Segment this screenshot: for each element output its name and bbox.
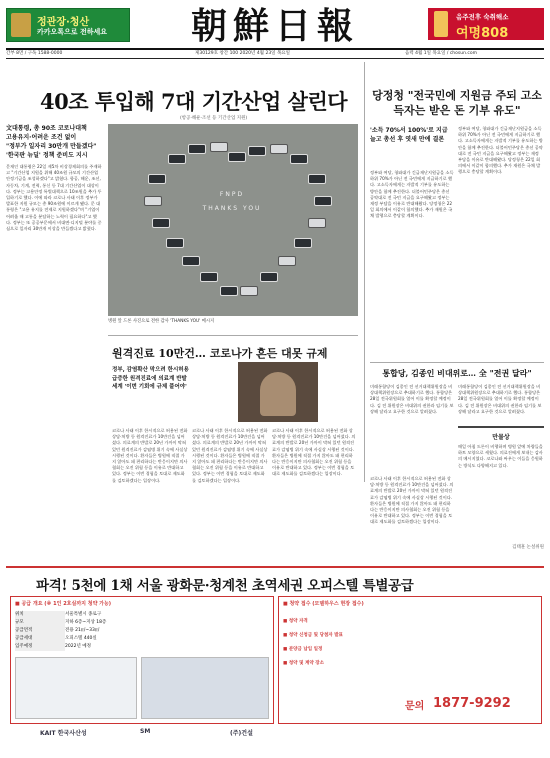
mid-sub2: 급증한 원격진료에 의료계 반발 xyxy=(112,375,187,382)
ad-phone-label: 문의 xyxy=(405,701,425,712)
photo-caption: 병원 앞 드론 사진으로 전한 감사 'THANKS YOU' 메시지 xyxy=(108,319,215,324)
ad-map-image xyxy=(15,657,137,719)
main-headline[interactable]: 40조 투입해 7대 기간산업 살린다 xyxy=(40,89,348,114)
mid-body-1: 코로나 사태 이후 한시적으로 허용된 전화 상담·처방 등 원격진료가 10만건을 넘어섰다. 의료계의 반발로 20년 가까이 막혀 있던 원격진료가 감염병 위기 속에 사실상 시행된 것이다. 환자들은 병원에 직접 가지 않아도 돼 편리하다는 반응이지만 의사협회는 오진 위험 등을 이유로 반대하고 있다. 정부는 이번 경험을 토대로 제도화를 검토하겠다는 입장이다. xyxy=(112,428,188,483)
main-sub4: '한국판 뉴딜' 정책 준비도 지시 xyxy=(6,152,88,159)
main-photo xyxy=(108,124,358,316)
column-body: 매일 아침 드론이 비행하며 병원 앞에 차량들을 하트 모양으로 세웠다. 의료진에게 보내는 감사의 메시지였다. 코로나와 싸우는 이들을 응원하는 방식도 다양해지고 있다. xyxy=(458,444,543,468)
ad-phone-box[interactable] xyxy=(399,693,535,717)
sponsor-1: KAIT 한국사산성 xyxy=(40,730,87,737)
mid-headline[interactable]: 원격진료 10만건… 코로나가 흔든 대못 규제 xyxy=(112,347,328,360)
main-subheads xyxy=(6,124,102,160)
masthead-info-center: 제30129호 창간 100 2020년 4월 23일 목요일 xyxy=(195,51,290,56)
ad-row-label: 규모 xyxy=(15,619,65,627)
table-row xyxy=(15,611,265,619)
product-image-icon xyxy=(11,13,31,37)
mid-body-2: 코로나 사태 이후 한시적으로 허용된 전화 상담·처방 등 원격진료가 10만건을 넘어섰다. 의료계의 반발로 20년 가까이 막혀 있던 원격진료가 감염병 위기 속에 사실상 시행된 것이다. 환자들은 병원에 직접 가지 않아도 돼 편리하다는 반응이지만 의사협회는 오진 위험 등을 이유로 반대하고 있다. 정부는 이번 경험을 토대로 제도화를 검토하겠다는 입장이다. xyxy=(192,428,268,483)
photo-sign: FNPD THANKS YOU xyxy=(202,191,262,212)
ad-phone-number: 1877-9292 xyxy=(433,696,511,711)
main-sub2: 고용유지·어려운 조건 없이 xyxy=(6,134,77,141)
ad-row-value: 전용 21㎡~33㎡ xyxy=(65,628,100,633)
ad-right-line: ■ 청약 신청금 및 당첨자 발표 xyxy=(283,633,343,638)
ad-row-value: 서울특별시 종로구 xyxy=(65,612,102,617)
mid-body-4: 코로나 사태 이후 한시적으로 허용된 전화 상담·처방 등 원격진료가 10만건을 넘어섰다. 의료계의 반발로 20년 가까이 막혀 있던 원격진료가 감염병 위기 속에 사실상 시행된 것이다. 환자들은 병원에 직접 가지 않아도 돼 편리하다는 반응이지만 의사협회는 오진 위험 등을 이유로 반대하고 있다. 정부는 이번 경험을 토대로 제도화를 검토하겠다는 입장이다. xyxy=(370,476,454,525)
column-title: 만물상 xyxy=(492,434,510,441)
mid-body-3: 코로나 사태 이후 한시적으로 허용된 전화 상담·처방 등 원격진료가 10만건을 넘어섰다. 의료계의 반발로 20년 가까이 막혀 있던 원격진료가 감염병 위기 속에 사실상 시행된 것이다. 환자들은 병원에 직접 가지 않아도 돼 편리하다는 반응이지만 의사협회는 오진 위험 등을 이유로 반대하고 있다. 정부는 이번 경험을 토대로 제도화를 검토하겠다는 입장이다. xyxy=(272,428,356,477)
person-figure-icon xyxy=(260,372,296,416)
right-headline[interactable]: 당정청 "전국민에 지원금 주되 고소득자는 받은 돈 기부 유도" xyxy=(372,89,542,117)
mid-sub1: 정부, 감염확산 막으려 한시허용 xyxy=(112,367,189,373)
main-body: 문재인 대통령은 22일 제5차 비상경제회의를 주재하고 "기간산업 지원을 위해 40조원 규모의 기간산업안정기금을 조성하겠다"고 밝혔다. 항공, 해운, 조선, 자동차, 기계, 전력, 통신 등 7대 기간산업이 대상이다. 정부는 고용안정 특별대책으로 10조원을 추가 투입하기로 했다. 이에 따라 코로나 사태 이후 정부가 발표한 지원 규모는 총 90조원에 이르게 됐다. 문 대통령은 "고용 유지를 전제로 지원하겠다"며 "기업이 어려울 때 고통을 분담하는 노력이 필요하다"고 했다. 정부는 또 공공부문에서 비대면·디지털 분야를 중심으로 일자리 30만개 이상을 만들겠다고 밝혔다. xyxy=(6,164,102,232)
right-body2: 미래통합당이 김종인 전 선거대책위원장을 비상대책위원장으로 추대하기로 했다. 통합당은 28일 전국위원회를 열어 이를 확정할 예정이다. 김 전 위원장은 비대위의 권한과 임기를 보장해 달라고 요구한 것으로 알려졌다. xyxy=(370,384,454,414)
masthead-info-left: 간부 8면 / 구독 1588-0000 xyxy=(6,51,63,56)
main-sub1: 文대통령, 총 90조 코로나대책 xyxy=(6,125,87,132)
ad-left-title: ■ 공급 개요 (※ 1인 2호실까지 청약 가능) xyxy=(15,601,112,607)
ad-right-title: ■ 청약 접수 (모델하우스 현장 접수) xyxy=(283,601,364,607)
ad-left-table xyxy=(10,596,274,724)
table-row xyxy=(15,619,265,627)
ad-row-value: 오피스텔 440실 xyxy=(65,636,97,641)
ad-row-value: 2022년 예정 xyxy=(65,644,91,649)
masthead-info-right: 음력 4월 1일 목요일 / chosun.com xyxy=(405,51,477,56)
column-box xyxy=(458,426,544,558)
ad-right-panel xyxy=(278,596,542,724)
right-ad-line2: 여명808 xyxy=(456,26,509,41)
ad-row-label: 공급세대 xyxy=(15,635,65,643)
ad-row-label: 입주예정 xyxy=(15,643,65,651)
ad-headline[interactable]: 파격! 5천에 1채 서울 광화문·청계천 초역세권 오피스텔 특별공급 xyxy=(36,578,414,594)
right-sub: '소득 70%서 100%'로 지급 늘고 총선 후 엿새 만에 결론 xyxy=(370,127,448,143)
sponsor-2: SM xyxy=(140,728,151,735)
right-body-b: 정부와 여당, 청와대가 긴급재난지원금을 소득 하위 70%가 아닌 전 국민에게 지급하기로 했다. 고소득자에게는 자발적 기부를 유도하는 방안을 함께 추진한다. 더불어민주당은 총선 공약대로 전 국민 지급을 요구해왔고 정부는 재정 부담을 이유로 반대해왔다. 당정청은 22일 회의에서 이같이 합의했다. 추가 재원은 국채 발행으로 충당할 계획이다. xyxy=(458,126,543,175)
right-sub2[interactable]: 통합당, 김종인 비대위로… 全 "전권 달라" xyxy=(382,368,532,378)
ad-row-label: 위치 xyxy=(15,611,65,619)
main-byline: (항공·해운·조선 등 기간산업 지원) xyxy=(180,116,248,121)
main-sub3: "정부가 일자리 30만개 만들겠다" xyxy=(6,143,97,150)
ad-row-value: 지하 6층~지상 18층 xyxy=(65,620,107,625)
mid-photo xyxy=(238,362,318,422)
left-ad-line1: 정관장·청산 xyxy=(37,17,90,28)
table-row xyxy=(15,643,265,651)
ad-row xyxy=(15,611,265,651)
right-ad-line1: 음주전후 숙취해소 xyxy=(456,13,509,21)
left-masthead-ad[interactable] xyxy=(6,8,130,42)
column-byline: 김태훈 논설위원 xyxy=(512,545,544,550)
right-masthead-ad[interactable] xyxy=(428,8,544,40)
mid-sub3: 세계 '이번 기회에 규제 풀어야' xyxy=(112,384,187,390)
ad-right-line: ■ 분양금 납입 일정 xyxy=(283,647,323,652)
table-row xyxy=(15,627,265,635)
ad-row-label: 공급면적 xyxy=(15,627,65,635)
table-row xyxy=(15,635,265,643)
sponsor-3: (주)건설 xyxy=(230,730,253,737)
right-body: 정부와 여당, 청와대가 긴급재난지원금을 소득 하위 70%가 아닌 전 국민에게 지급하기로 했다. 고소득자에게는 자발적 기부를 유도하는 방안을 함께 추진한다. 더불어민주당은 총선 공약대로 전 국민 지급을 요구해왔고 정부는 재정 부담을 이유로 반대해왔다. 당정청은 22일 회의에서 이같이 합의했다. 추가 재원은 국채 발행으로 충당할 계획이다. xyxy=(370,170,454,219)
masthead-title: 朝鮮日報 xyxy=(190,5,359,47)
ad-right-line: ■ 청약 자격 xyxy=(283,619,308,624)
left-ad-line2: 카카오톡으로 전하세요 xyxy=(37,28,108,36)
right-body2-b: 미래통합당이 김종인 전 선거대책위원장을 비상대책위원장으로 추대하기로 했다. 통합당은 28일 전국위원회를 열어 이를 확정할 예정이다. 김 전 위원장은 비대위의 권한과 임기를 보장해 달라고 요구한 것으로 알려졌다. xyxy=(458,384,542,414)
bottle-image-icon xyxy=(434,11,448,37)
ad-building-image xyxy=(141,657,269,719)
ad-right-line: ■ 청약 및 계약 장소 xyxy=(283,661,324,666)
mid-subheads xyxy=(112,366,232,392)
